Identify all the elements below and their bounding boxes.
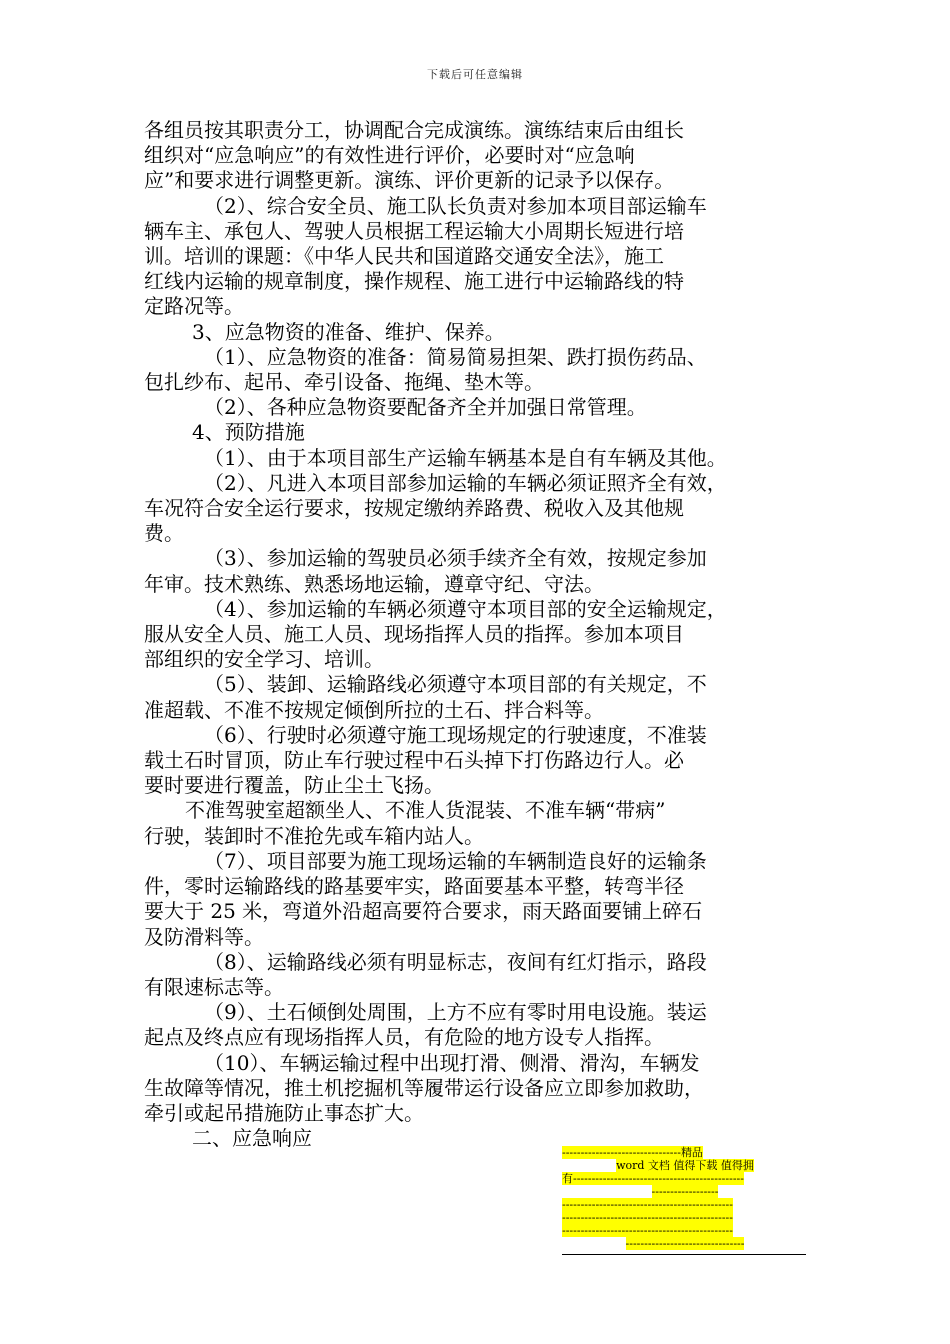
text-line: 部组织的安全学习、培训。 (144, 647, 384, 672)
text-line: （9）、土石倾倒处周围，上方不应有零时用电设施。装运 (204, 1000, 707, 1025)
text-line: 准超载、不准不按规定倾倒所拉的土石、拌合料等。 (144, 697, 604, 722)
text-line: 要大于 25 米，弯道外沿超高要符合要求，雨天路面要铺上碎石 (144, 899, 703, 924)
section-heading: 3、应急物资的准备、维护、保养。 (192, 319, 505, 344)
text-line: 包扎纱布、起吊、牵引设备、拖绳、垫木等。 (144, 370, 544, 395)
text-line: （5）、装卸、运输路线必须遵守本项目部的有关规定，不 (204, 672, 707, 697)
text-line: 起点及终点应有现场指挥人员，有危险的地方设专人指挥。 (144, 1025, 664, 1050)
download-footer-box (562, 1146, 808, 1255)
text-line: 应”和要求进行调整更新。演练、评价更新的记录予以保存。 (144, 168, 675, 193)
page-header: 下载后可任意编辑 (427, 68, 523, 81)
text-line: （6）、行驶时必须遵守施工现场规定的行驶速度，不准装 (204, 722, 707, 747)
footer-line: ---------------------------------------------- (562, 1224, 733, 1237)
text-line: （2）、综合安全员、施工队长负责对参加本项目部运输车 (204, 193, 707, 218)
text-line: 载土石时冒顶，防止车行驶过程中石头掉下打伤路边行人。必 (144, 748, 684, 773)
text-line: 定路况等。 (144, 294, 244, 319)
text-line: 组织对“应急响应”的有效性进行评价，必要时对“应急响 (144, 143, 635, 168)
footer-line: ---------------------------------------------- (562, 1198, 733, 1211)
document-body (144, 118, 812, 1151)
text-line: 年审。技术熟练、熟悉场地运输，遵章守纪、守法。 (144, 571, 604, 596)
text-line: （7）、项目部要为施工现场运输的车辆制造良好的运输条 (204, 848, 707, 873)
text-line: （1）、应急物资的准备：简易简易担架、跌打损伤药品、 (204, 344, 707, 369)
footer-line: --------------------------------精品 (562, 1146, 703, 1159)
footer-line: -------------------------------- (625, 1237, 745, 1250)
text-line: 及防滑料等。 (144, 924, 264, 949)
text-line: 训。培训的课题：《中华人民共和国道路交通安全法》，施工 (144, 244, 664, 269)
footer-line: 有---------------------------------------------- (562, 1172, 744, 1185)
text-line: 红线内运输的规章制度，操作规程、施工进行中运输路线的特 (144, 269, 684, 294)
section-heading: 二、应急响应 (192, 1126, 312, 1151)
text-line: 件，零时运输路线的路基要牢实，路面要基本平整，转弯半径 (144, 874, 684, 899)
text-line: （3）、参加运输的驾驶员必须手续齐全有效，按规定参加 (204, 546, 707, 571)
text-line: （2）、各种应急物资要配备齐全并加强日常管理。 (204, 395, 647, 420)
text-line: （4）、参加运输的车辆必须遵守本项目部的安全运输规定， (204, 596, 727, 621)
text-line: 行驶，装卸时不准抢先或车箱内站人。 (144, 823, 484, 848)
text-line: （1）、由于本项目部生产运输车辆基本是自有车辆及其他。 (204, 445, 727, 470)
text-line: 有限速标志等。 (144, 974, 284, 999)
footer-line: word 文档 值得下载 值得拥 (616, 1159, 754, 1172)
text-line: （10）、车辆运输过程中出现打滑、侧滑、滑沟，车辆发 (204, 1050, 700, 1075)
text-line: 辆车主、承包人、驾驶人员根据工程运输大小周期长短进行培 (144, 218, 684, 243)
footer-line: ---------------------------------------------- (562, 1211, 733, 1224)
footer-divider (562, 1254, 806, 1255)
text-line: 不准驾驶室超额坐人、不准人货混装、不准车辆“带病” (185, 798, 666, 823)
footer-line: ------------------ (651, 1185, 719, 1198)
text-line: 各组员按其职责分工，协调配合完成演练。演练结束后由组长 (144, 118, 684, 142)
text-line: 生故障等情况，推土机挖掘机等履带运行设备应立即参加救助， (144, 1075, 704, 1100)
text-line: 要时要进行覆盖，防止尘土飞扬。 (144, 773, 444, 798)
section-heading: 4、预防措施 (192, 420, 305, 445)
text-line: 费。 (144, 521, 184, 546)
text-line: 服从安全人员、施工人员、现场指挥人员的指挥。参加本项目 (144, 622, 684, 647)
text-line: 牵引或起吊措施防止事态扩大。 (144, 1100, 424, 1125)
text-line: （8）、运输路线必须有明显标志，夜间有红灯指示，路段 (204, 949, 707, 974)
text-line: 车况符合安全运行要求，按规定缴纳养路费、税收入及其他规 (144, 496, 684, 521)
text-line: （2）、凡进入本项目部参加运输的车辆必须证照齐全有效， (204, 470, 727, 495)
